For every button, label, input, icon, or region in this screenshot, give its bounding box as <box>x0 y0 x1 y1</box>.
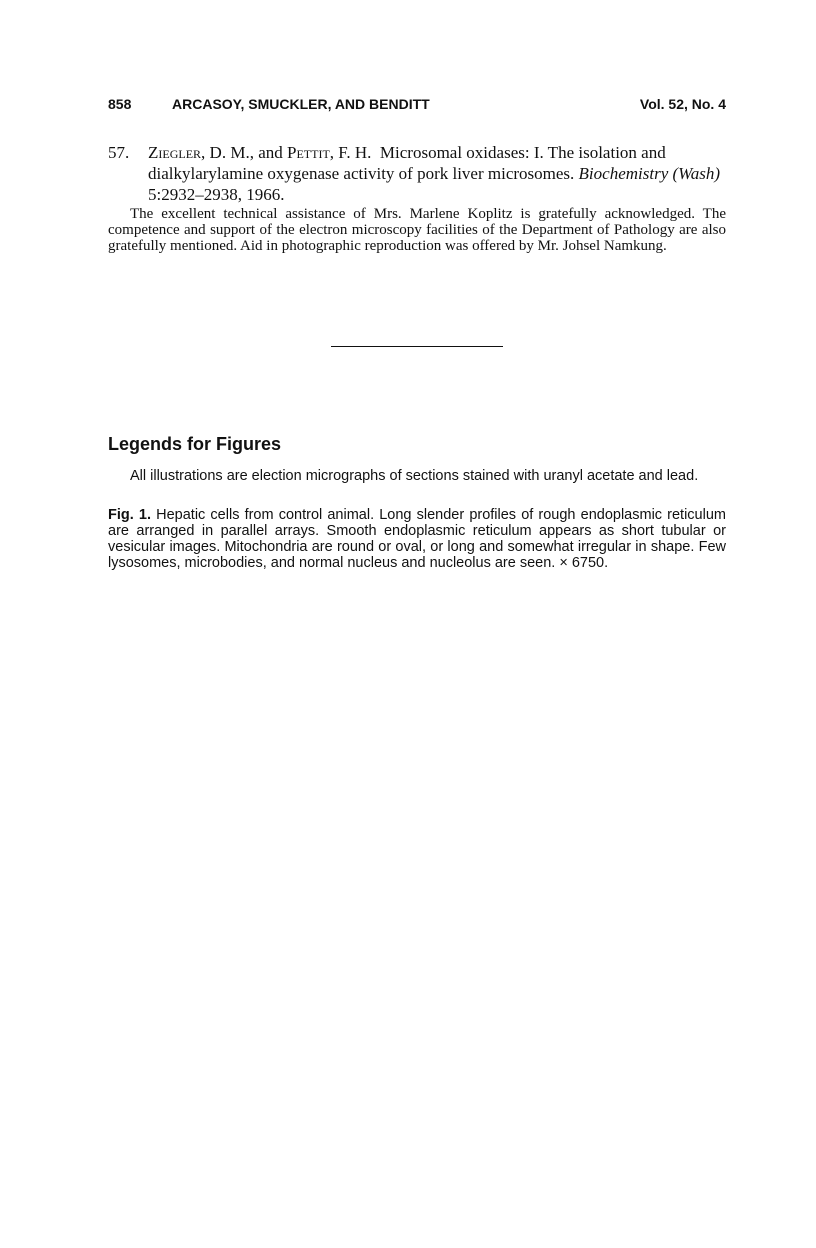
journal-volume: Vol. 52, No. 4 <box>639 96 726 112</box>
figure-legend-text: Hepatic cells from control animal. Long slender profiles of rough endoplasmic reticulum are arranged in parallel arrays. Smooth endoplasmic reticulum appears as short tubular or vesicular images. Mitochondria are round or oval, or long and somewhat irregular in shape. Few lysosomes, microbodies, and normal nucleus and nucleolus are seen. × 6750. <box>108 507 726 571</box>
reference-author-2: Pettit <box>287 143 330 162</box>
legends-heading: Legends for Figures <box>108 434 282 454</box>
acknowledgment-paragraph: The excellent technical assistance of Mrs. Marlene Koplitz is gratefully acknowledged. The competence and support of the electron microscopy facilities of the Department of Pathology are also gratefully mentioned. Aid in photographic reproduction was offered by Mr. Johsel Namkung. <box>108 206 726 254</box>
figure-label: Fig. 1. <box>108 507 151 523</box>
running-head <box>108 96 726 116</box>
reference-citation: 5:2932–2938, 1966. <box>148 185 285 204</box>
reference-journal: Biochemistry (Wash) <box>578 164 721 183</box>
reference-title: Microsomal oxidases: I. The isolation and dialkylarylamine oxygenase activity of pork liver microsomes. <box>148 143 666 183</box>
figure-legend <box>108 507 726 571</box>
reference-author-2-initials: , F. H. <box>329 143 372 162</box>
reference-number: 57. <box>108 143 130 162</box>
reference-author-1-initials: , D. M., and <box>201 143 287 162</box>
reference-entry <box>108 142 726 205</box>
reference-author-1: Ziegler <box>148 143 202 162</box>
section-divider <box>331 346 503 347</box>
page-number: 858 <box>108 96 132 112</box>
running-head-authors: ARCASOY, SMUCKLER, AND BENDITT <box>172 96 430 112</box>
legends-intro: All illustrations are election micrographs of sections stained with uranyl acetate and lead. <box>130 468 699 484</box>
reference-body <box>148 142 726 205</box>
